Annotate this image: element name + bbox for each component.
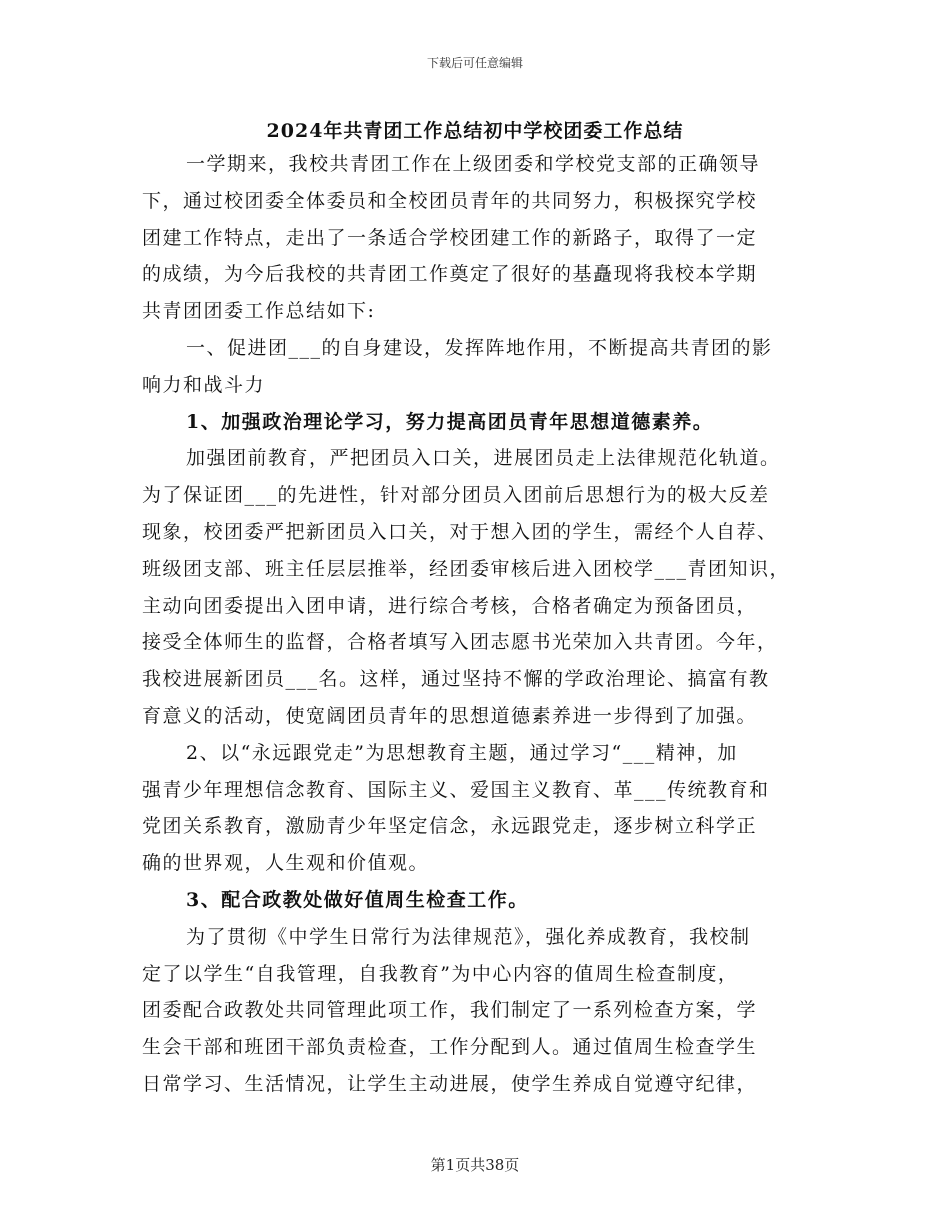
text-line: 日常学习、生活情况，让学生主动进展，使学生养成自觉遵守纪律， [142, 1072, 758, 1095]
document-body [142, 146, 818, 1103]
text-line: 定了以学生“自我管理，自我教育”为中心内容的值周生检查制度， [142, 962, 739, 985]
text-line: 下，通过校团委全体委员和全校团员青年的共同努力，积极探究学校 [142, 189, 758, 212]
text-line: 班级团支部、班主任层层推举，经团委审核后进入团校学___青团知识， [142, 557, 791, 580]
text-line: 为了保证团___的先进性，针对部分团员入团前后思想行为的极大反差 [142, 484, 770, 507]
text-line: 加强团前教育，严把团员入口关，进展团员走上法律规范化轨道。 [186, 447, 781, 470]
text-line: 我校进展新团员___名。这样，通过坚持不懈的学政治理论、搞富有教 [142, 668, 770, 691]
text-line: 现象，校团委严把新团员入口关，对于想入团的学生，需经个人自荐、 [142, 520, 778, 543]
text-line: 主动向团委提出入团申请，进行综合考核，合格者确定为预备团员， [142, 594, 758, 617]
document-title: 2024年共青团工作总结初中学校团委工作总结 [266, 120, 684, 142]
page-footer: 第1页共38页 [430, 1156, 520, 1174]
text-line: 一、促进团___的自身建设，发挥阵地作用，不断提高共青团的影 [186, 336, 773, 359]
text-line: 接受全体师生的监督，合格者填写入团志愿书光荣加入共青团。今年， [142, 631, 778, 654]
text-line: 共青团团委工作总结如下: [142, 300, 376, 323]
header-note: 下载后可任意编辑 [426, 56, 523, 70]
text-line: 为了贯彻《中学生日常行为法律规范》，强化养成教育，我校制 [186, 925, 751, 948]
text-line: 团建工作特点，走出了一条适合学校团建工作的新路子，取得了一定 [142, 226, 758, 249]
text-line: 育意义的活动，使宽阔团员青年的思想道德素养进一步得到了加强。 [142, 704, 758, 727]
text-line: 一学期来，我校共青团工作在上级团委和学校党支部的正确领导 [186, 153, 761, 175]
text-line: 团委配合政教处共同管理此项工作，我们制定了一系列检查方案，学 [142, 999, 758, 1022]
text-line: 1、加强政治理论学习，努力提高团员青年思想道德素养。 [186, 410, 714, 433]
text-line: 的成绩，为今后我校的共青团工作奠定了很好的基矗现将我校本学期 [142, 263, 758, 286]
text-line: 响力和战斗力 [142, 373, 266, 396]
text-line: 生会干部和班团干部负责检查，工作分配到人。通过值周生检查学生 [142, 1036, 758, 1059]
text-line: 3、配合政教处做好值周生检查工作。 [186, 888, 529, 911]
text-line: 2、以“永远跟党走”为思想教育主题，通过学习“___精神，加 [186, 741, 738, 764]
text-line: 党团关系教育，激励青少年坚定信念，永远跟党走，逐步树立科学正 [142, 815, 758, 838]
text-line: 强青少年理想信念教育、国际主义、爱国主义教育、革___传统教育和 [142, 778, 770, 801]
text-line: 确的世界观，人生观和价值观。 [142, 852, 430, 875]
